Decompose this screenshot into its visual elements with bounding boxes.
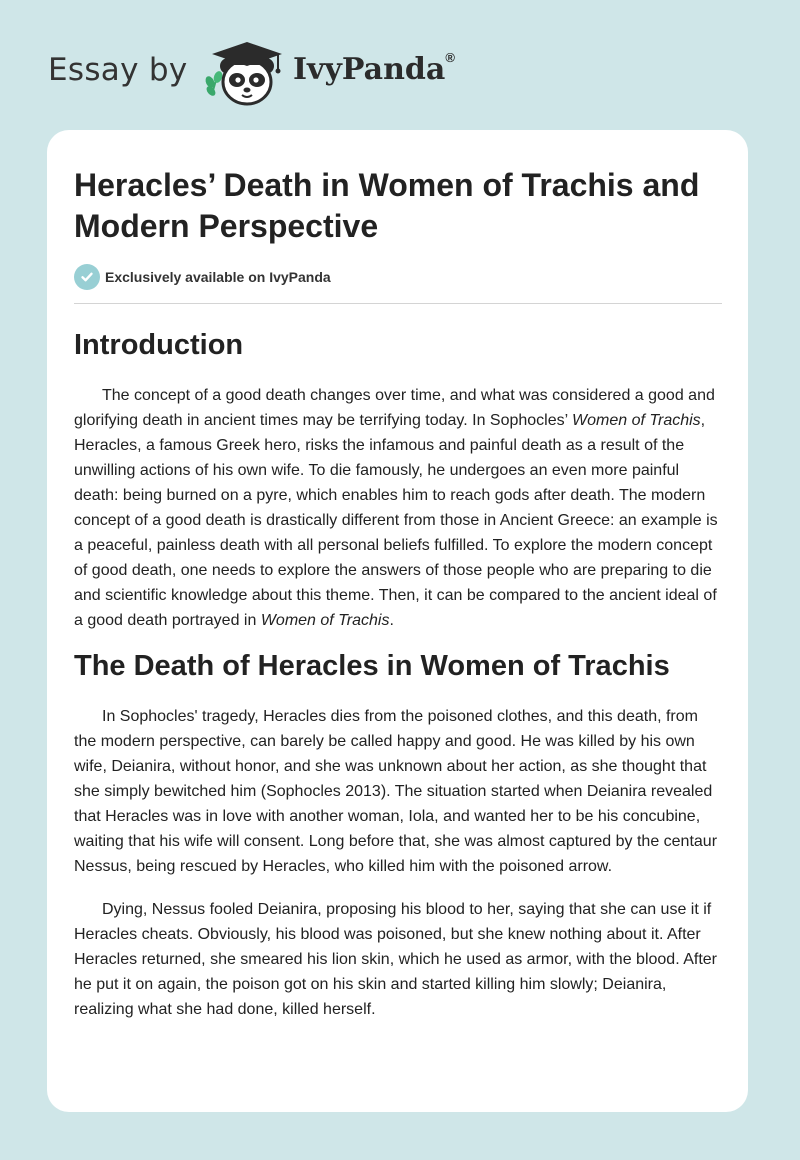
italic-title: Women of Trachis	[572, 412, 701, 429]
check-icon	[74, 264, 100, 290]
divider	[74, 303, 722, 304]
panda-graduate-icon[interactable]	[202, 36, 292, 108]
exclusive-badge-label: Exclusively available on IvyPanda	[105, 269, 331, 285]
brand-name[interactable]	[293, 52, 455, 87]
intro-paragraph	[74, 383, 724, 633]
text-run: , Heracles, a famous Greek hero, risks the infamous and painful death as a result of the unwilling actions of his own wife. To die famously, he undergoes an even more painful death: being burned on a pyre, which enables him to reach gods after death. The modern concept of a good death is drastically different from those in Ancient Greece: an example is a peaceful, painless death with all personal beliefs fulfilled. To explore the modern concept of good death, one needs to explore the answers of those people who are preparing to die and scientific knowledge about this theme. Then, it can be compared to the ancient ideal of a good death portrayed in	[74, 412, 718, 629]
page-title: Heracles’ Death in Women of Trachis and Modern Perspective	[74, 167, 700, 244]
essay-by-label: Essay by	[48, 52, 188, 88]
registered-mark: ®	[445, 50, 455, 65]
body-paragraph: In Sophocles' tragedy, Heracles dies from the poisoned clothes, and this death, from the modern perspective, can barely be called happy and good. He was killed by his own wife, Deianira, without honor, and she was unknown about her action, as she thought that she simply bewitched him (Sophocles 2013). The situation started when Deianira revealed that Heracles was in love with another woman, Iola, and wanted her to be his concubine, waiting that his wife will consent. Long before that, she was almost captured by the centaur Nessus, being rescued by Heracles, who killed him with the poisoned arrow.	[74, 708, 718, 875]
exclusive-badge	[74, 264, 331, 290]
section-heading-death-of-heracles: The Death of Heracles in Women of Trachis	[74, 650, 670, 682]
italic-title: Women of Trachis	[260, 612, 390, 629]
site-header	[0, 0, 800, 130]
text-run: The concept of a good death changes over time, and what was considered a good and glorifying death in ancient times may be terrifying today. In Sophocles’	[74, 387, 715, 429]
essay-card	[47, 130, 748, 1112]
essay-body	[74, 325, 724, 1022]
text-run: .	[389, 612, 394, 629]
brand-text: IvyPanda	[293, 52, 446, 87]
body-paragraph: Dying, Nessus fooled Deianira, proposing his blood to her, saying that she can use it if Heracles cheats. Obviously, his blood was poisoned, but she knew nothing about it. After Heracles returned, she smeared his lion skin, which he used as armor, with the blood. After he put it on again, the poison got on his skin and started killing him slowly; Deianira, realizing what she had done, killed herself.	[74, 901, 717, 1018]
section-heading-introduction: Introduction	[74, 329, 244, 361]
